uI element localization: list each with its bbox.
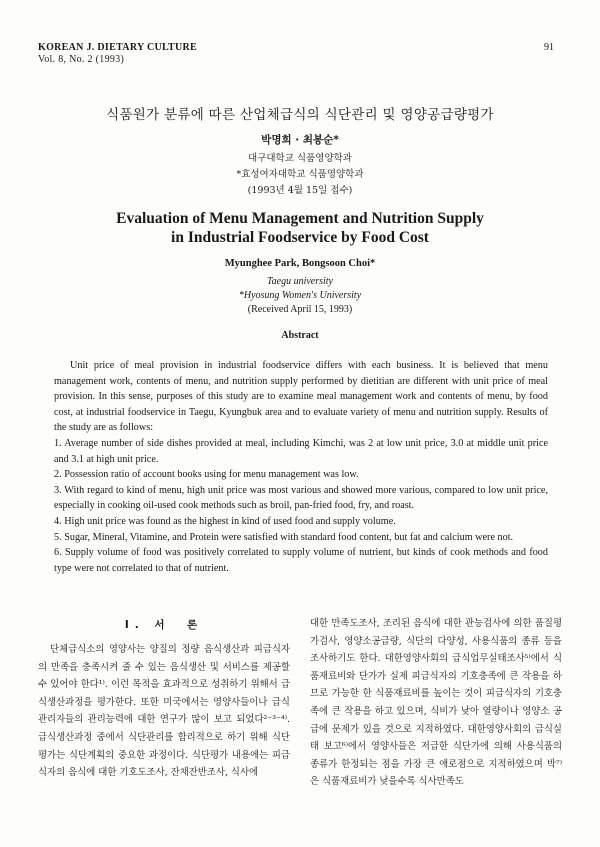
journal-volume: Vol. 8, No. 2 (1993)	[38, 54, 125, 65]
korean-affiliations	[0, 151, 600, 199]
body-column-left	[38, 617, 290, 782]
korean-received-date: (1993년 4월 15일 접수)	[247, 185, 353, 196]
abstract-point-5: 5. Sugar, Mineral, Vitamine, and Protein were satisfied with standard food content, but fat and calcium were not.	[54, 531, 514, 543]
abstract-point-6: 6. Supply volume of food was positively correlated to supply volume of nutrient, but kinds of cook methods and food type were not correlated to that of nutrient.	[54, 547, 548, 574]
abstract-point-4: 4. High unit price was found as the highest in kind of used food and supply volume.	[54, 515, 396, 527]
abstract-body	[54, 358, 548, 576]
english-title	[0, 209, 600, 247]
english-received-date: (Received April 15, 1993)	[247, 304, 353, 315]
korean-authors: 박명희 · 최봉순*	[261, 134, 339, 146]
abstract-heading: Abstract	[281, 330, 319, 341]
section-heading-introduction: I. 서 론	[124, 619, 204, 631]
english-title-line-1: Evaluation of Menu Management and Nutrition Supply	[116, 210, 484, 227]
abstract-point-2: 2. Possession ratio of account books using for menu management was low.	[54, 469, 359, 481]
intro-paragraph-right: 대한 만족도조사, 조리된 음식에 대한 관능검사에 의한 품질평가검사, 영양소공급량, 식단의 다양성, 사용식품의 종류 등을 조사하기도 한다. 대한영양사회의 급식업무실태조사⁵⁾에서 식품재료비와 단가가 실제 피급식자의 기호충족에 큰 작용을 하므로 가능한 한 식품재료비를 높이는 것이 피급식자의 기호충족에 큰 작용을 하고 있으며, 식비가 낮아 열량이나 영양소 공급에 문제가 있을 것으로 지적하였다. 대한영양사회의 급식실태 보고⁶⁾에서 영양사들은 저급한 식단가에 의해 사용식품의 종류가 한정되는 점을 가장 큰 애로점으로 지적하였으며 박⁷⁾은 식품재료비가 낮을수록 식사만족도	[310, 618, 562, 788]
abstract-point-3: 3. With regard to kind of menu, high unit price was most various and showed more various, compared to low unit price, especially in cooking oil-used cook methods such as broil, pan-fried food, fry, and roast.	[54, 484, 548, 512]
english-authors: Myunghee Park, Bongsoon Choi*	[224, 258, 376, 269]
korean-affiliation-2: *효성여자대학교 식품영양학과	[236, 169, 364, 180]
intro-paragraph-left: 단체급식소의 영양사는 양질의 정량 음식생산과 피급식자의 만족을 충족시켜 줄 수 있는 음식생산 및 서비스를 제공할 수 있어야 한다¹⁾. 이런 목적을 효과적으로 성취하기 위해서 급식생산과정을 평가한다. 또한 미국에서는 영양사들이나 급식관리자들의 관리능력에 대한 연구가 많이 보고 되었다²⁻³⁻⁴⁾. 급식생산과정 중에서 식단관리를 합리적으로 하기 위해 식단평가는 식단계획의 중요한 과정이다. 식단평가 내용에는 피급식자의 음식에 대한 기호도조사, 잔채잔반조사, 식사에	[38, 644, 290, 779]
journal-header	[38, 42, 197, 66]
korean-title: 식품원가 분류에 따른 산업체급식의 식단관리 및 영양공급량평가	[106, 107, 494, 123]
korean-affiliation-1: 대구대학교 식품영양학과	[248, 153, 352, 164]
abstract-intro: Unit price of meal provision in industrial foodservice differs with each business. It is believed that menu management work, contents of menu, and nutrition supply performed by dietitian are different with unit price of meal provision. In this sense, purposes of this study are to examine meal management work and contents of menu, by food cost, at industrial foodservice in Taegu, Kyungbuk area and to evaluate variety of menu and nutrition supply. Results of the study are as follows:	[54, 360, 548, 434]
abstract-point-1: 1. Average number of side dishes provided at meal, including Kimchi, was 2 at low unit price, 3.0 at middle unit price and 3.1 at high unit price.	[54, 437, 548, 465]
english-affiliation-2: *Hyosung Women's University	[238, 290, 362, 301]
english-affiliation-1: Taegu university	[266, 276, 333, 287]
english-affiliations	[0, 275, 600, 317]
body-column-right	[310, 615, 562, 791]
journal-name: KOREAN J. DIETARY CULTURE	[38, 42, 198, 53]
page-number: 91	[544, 42, 554, 53]
english-title-line-2: in Industrial Foodservice by Food Cost	[171, 229, 429, 246]
